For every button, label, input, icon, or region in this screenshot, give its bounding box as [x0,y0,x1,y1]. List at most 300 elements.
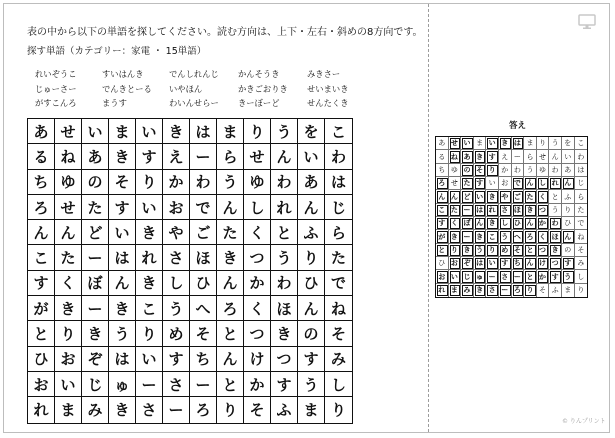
answer-cell: き [474,230,487,243]
answer-cell: ぞ [461,257,474,270]
grid-cell: り [298,245,325,270]
answer-cell: こ [575,137,588,150]
grid-cell: ん [298,296,325,321]
grid-cell: ふ [298,220,325,245]
word-item: かんそうき [238,69,280,79]
grid-cell: で [190,195,217,220]
grid-cell: お [55,347,82,372]
answer-cell: み [461,284,474,297]
answer-cell: し [537,177,550,190]
answer-cell: り [524,284,537,297]
grid-cell: そ [244,397,271,422]
grid-cell: つ [271,347,298,372]
grid-cell: こ [28,245,55,270]
answer-cell: ゅ [474,270,487,283]
answer-cell: ご [512,190,525,203]
grid-cell: や [163,220,190,245]
grid-cell: ぼ [82,271,109,296]
grid-cell: れ [271,195,298,220]
answer-cell: こ [486,230,499,243]
answer-cell: た [575,204,588,217]
word-item: かきごおりき [238,83,288,94]
answer-cell: か [537,217,550,230]
answer-cell: ど [461,190,474,203]
word-item: きーぼーど [238,98,280,108]
answer-cell: り [486,244,499,257]
answer-cell: き [474,284,487,297]
grid-cell: へ [190,296,217,321]
grid-cell: れ [136,245,163,270]
grid-cell: み [325,347,352,372]
grid-cell: ん [217,271,244,296]
word-item: れいぞうこ [35,69,77,79]
answer-cell: あ [461,150,474,163]
grid-cell: く [244,296,271,321]
word-item: でんしれんじ [169,69,219,79]
grid-cell: た [325,245,352,270]
answer-cell: し [499,217,512,230]
grid-cell: す [136,144,163,169]
grid-cell: ん [217,347,244,372]
grid-cell: ほ [271,296,298,321]
grid-cell: た [82,195,109,220]
grid-cell: る [28,144,55,169]
grid-cell: い [82,119,109,144]
grid-cell: お [28,372,55,397]
answer-cell: ふ [549,284,562,297]
answer-cell: く [449,217,462,230]
answer-cell: ー [486,270,499,283]
answer-cell: さ [499,270,512,283]
answer-cell: つ [537,244,550,257]
answer-cell: い [486,177,499,190]
answer-cell: せ [537,150,550,163]
grid-cell: か [163,170,190,195]
grid-cell: さ [163,245,190,270]
answer-cell: ー [461,230,474,243]
answer-cell: つ [537,204,550,217]
grid-cell: ー [82,245,109,270]
answer-cell: た [461,177,474,190]
word-item: みきさー [307,69,341,79]
grid-cell: ほ [190,245,217,270]
grid-cell: い [109,220,136,245]
grid-cell: す [298,347,325,372]
answer-cell: ん [436,190,449,203]
grid-cell: わ [190,170,217,195]
grid-cell: と [271,220,298,245]
grid-cell: ね [325,296,352,321]
grid-cell: ー [136,372,163,397]
grid-cell: ろ [217,296,244,321]
answer-cell: き [474,150,487,163]
answer-cell: を [562,137,575,150]
answer-cell: わ [549,217,562,230]
answer-cell: か [499,164,512,177]
answer-cell: ん [524,177,537,190]
grid-cell: ー [82,296,109,321]
answer-cell: り [449,244,462,257]
answer-cell: つ [549,257,562,270]
grid-cell: あ [82,144,109,169]
grid-cell: い [55,372,82,397]
answer-cell: え [499,150,512,163]
answer-cell: と [524,270,537,283]
answer-cell: ま [474,137,487,150]
grid-cell: き [109,397,136,422]
grid-cell: み [82,397,109,422]
grid-cell: か [244,271,271,296]
copyright-footer: © りんプリント [562,418,606,425]
answer-cell: う [474,244,487,257]
answer-cell: ま [562,284,575,297]
answer-cell: せ [449,137,462,150]
grid-cell: け [244,347,271,372]
answer-cell: す [562,257,575,270]
answer-cell: ー [461,204,474,217]
grid-cell: ゆ [244,170,271,195]
grid-cell: あ [298,170,325,195]
answer-cell: ん [524,257,537,270]
grid-cell: り [244,119,271,144]
answer-cell: う [499,230,512,243]
grid-cell: で [325,271,352,296]
grid-cell: り [217,397,244,422]
word-item: せんたくき [307,98,349,108]
grid-cell: ま [109,119,136,144]
answer-cell: み [575,257,588,270]
answer-cell: き [486,190,499,203]
answer-cell: わ [549,164,562,177]
grid-cell: い [136,347,163,372]
answer-cell: き [461,244,474,257]
grid-cell: ま [55,397,82,422]
grid-cell: れ [28,397,55,422]
answer-cell: と [436,244,449,257]
answer-cell: き [499,137,512,150]
answer-cell: き [486,217,499,230]
grid-cell: え [163,144,190,169]
answer-cell: あ [436,137,449,150]
grid-cell: く [55,271,82,296]
answer-cell: せ [449,177,462,190]
answer-cell: じ [575,177,588,190]
answer-cell: で [575,217,588,230]
grid-cell: わ [325,144,352,169]
answer-cell: ゆ [537,164,550,177]
grid-cell: た [217,220,244,245]
grid-cell: じ [325,195,352,220]
answer-cell: ぼ [461,217,474,230]
answer-cell: と [524,244,537,257]
grid-cell: き [109,144,136,169]
grid-cell: ね [55,144,82,169]
grid-cell: ぞ [82,347,109,372]
grid-cell: お [163,195,190,220]
word-item: せいまいき [307,83,349,94]
grid-cell: ん [109,271,136,296]
word-item: まうす [102,98,127,108]
answer-cell: そ [575,244,588,257]
answer-cell: は [474,257,487,270]
answer-cell: ん [562,177,575,190]
grid-cell: す [28,271,55,296]
grid-cell: う [109,321,136,346]
answer-cell: お [449,257,462,270]
answer-cell: い [562,150,575,163]
grid-cell: ん [298,195,325,220]
answer-cell: さ [499,204,512,217]
grid-cell: つ [244,321,271,346]
grid-cell: う [163,296,190,321]
answer-cell: さ [486,284,499,297]
answer-cell: そ [537,284,550,297]
grid-cell: う [298,372,325,397]
answer-cell: や [499,190,512,203]
grid-cell: と [217,372,244,397]
grid-cell: ど [82,220,109,245]
grid-cell: ふ [271,397,298,422]
grid-cell: こ [325,119,352,144]
grid-cell: ひ [298,271,325,296]
grid-cell: そ [190,321,217,346]
category-line: 探す単語（カテゴリー：家電 ・ 15単語） [27,46,207,57]
grid-cell: ゆ [55,170,82,195]
answer-cell: ん [474,217,487,230]
grid-cell: す [163,347,190,372]
grid-cell: き [217,245,244,270]
grid-cell: ら [325,220,352,245]
answer-cell: は [512,137,525,150]
grid-cell: い [136,195,163,220]
answer-cell: け [537,257,550,270]
grid-cell: き [55,296,82,321]
grid-cell: い [136,119,163,144]
answer-cell: か [537,270,550,283]
answer-cell: ん [549,150,562,163]
answer-cell: ん [524,217,537,230]
answer-cell: ろ [436,177,449,190]
grid-cell: わ [271,170,298,195]
answer-cell: ん [562,230,575,243]
answer-cell: ら [575,190,588,203]
grid-cell: ろ [28,195,55,220]
answer-cell: ね [449,150,462,163]
grid-cell: り [136,321,163,346]
answer-cell: す [474,177,487,190]
grid-cell: ゅ [109,372,136,397]
answer-cell: ほ [549,230,562,243]
answer-cell: ひ [562,217,575,230]
word-list [35,67,365,111]
grid-cell: し [163,271,190,296]
answer-cell: ー [499,284,512,297]
grid-cell: が [28,296,55,321]
grid-cell: は [109,347,136,372]
grid-cell: き [136,220,163,245]
answer-cell: ふ [562,190,575,203]
grid-cell: ん [28,220,55,245]
grid-cell: た [55,245,82,270]
answer-cell: と [549,190,562,203]
grid-cell: と [28,321,55,346]
answer-cell: こ [436,204,449,217]
word-item: いやほん [169,83,203,94]
puzzle-grid [27,118,353,424]
grid-cell: せ [55,195,82,220]
grid-cell: そ [109,170,136,195]
grid-cell: を [298,119,325,144]
word-item: でんきとーる [102,83,152,94]
grid-cell: い [298,144,325,169]
answer-cell: お [499,177,512,190]
answer-cell: ほ [512,204,525,217]
answer-cell: わ [512,164,525,177]
answer-cell: ゆ [449,164,462,177]
grid-cell: め [163,321,190,346]
grid-cell: う [271,119,298,144]
grid-cell: あ [28,119,55,144]
grid-cell: き [109,296,136,321]
cut-line-divider [428,4,429,432]
answer-cell: れ [486,204,499,217]
grid-cell: の [298,321,325,346]
answer-cell: が [436,230,449,243]
grid-cell: き [271,321,298,346]
grid-cell: す [109,195,136,220]
answer-cell: き [449,230,462,243]
grid-cell: さ [136,397,163,422]
answer-cell: す [486,150,499,163]
answer-cell: く [537,190,550,203]
grid-cell: ー [190,144,217,169]
word-item: わいんせらー [169,98,219,108]
answer-cell: う [549,137,562,150]
grid-cell: か [244,372,271,397]
answer-cell: く [537,230,550,243]
answer-cell: い [486,137,499,150]
answer-cell: ら [524,150,537,163]
grid-cell: ご [190,220,217,245]
grid-cell: ま [298,397,325,422]
instruction-text: 表の中から以下の単語を探してください。読む方向は、上下・左右・斜めの8方向です。 [27,27,423,38]
answer-cell: ひ [512,217,525,230]
grid-cell: わ [271,271,298,296]
answer-cell: ろ [524,230,537,243]
answer-cell: の [461,164,474,177]
answer-cell: た [524,190,537,203]
grid-cell: は [190,119,217,144]
grid-cell: り [330,401,346,420]
word-item: すいはんき [102,69,144,79]
answer-cell: れ [436,284,449,297]
answer-cell: り [486,164,499,177]
answer-cell: ー [512,150,525,163]
answer-cell: た [449,204,462,217]
grid-cell: ま [217,119,244,144]
answer-cell: る [436,150,449,163]
grid-cell: ろ [190,397,217,422]
answer-cell: ー [512,270,525,283]
answer-cell: は [474,204,487,217]
grid-cell: ら [217,144,244,169]
answer-cell: し [575,270,588,283]
word-item: がすこんろ [35,98,77,108]
grid-cell: う [217,170,244,195]
answer-cell: り [562,204,575,217]
answer-cell: ま [449,284,462,297]
answer-cell: そ [474,164,487,177]
answer-cell: き [524,204,537,217]
answer-cell: あ [562,164,575,177]
answer-cell: ね [575,230,588,243]
grid-cell: ー [163,397,190,422]
grid-cell: き [136,271,163,296]
grid-cell: ひ [28,347,55,372]
grid-cell: り [55,321,82,346]
grid-cell: り [136,170,163,195]
answer-cell: へ [512,230,525,243]
answer-cell: き [549,244,562,257]
grid-cell: は [325,170,352,195]
answer-cell: う [562,270,575,283]
answer-cell: で [512,177,525,190]
answer-cell: ん [449,190,462,203]
answer-cell: そ [512,244,525,257]
answer-cell: じ [461,270,474,283]
answer-cell: う [524,164,537,177]
answer-grid [435,136,588,298]
answer-cell: ま [524,137,537,150]
grid-cell: く [244,220,271,245]
grid-cell: し [244,195,271,220]
grid-cell: ん [217,195,244,220]
answer-cell: お [436,270,449,283]
grid-cell: ち [190,347,217,372]
answer-cell: り [537,137,550,150]
answer-cell: り [577,286,585,295]
answer-title: 答え [509,121,527,131]
grid-cell: せ [244,144,271,169]
answer-cell: い [474,190,487,203]
answer-cell: ち [512,257,525,270]
grid-cell: ん [55,220,82,245]
answer-cell: い [486,257,499,270]
grid-cell: ん [271,144,298,169]
word-item: じゅーさー [35,83,77,94]
answer-cell: す [436,217,449,230]
answer-cell: す [499,257,512,270]
answer-cell: わ [575,150,588,163]
answer-cell: め [499,244,512,257]
monitor-icon[interactable] [578,14,596,30]
answer-cell: ち [436,164,449,177]
answer-cell: す [549,270,562,283]
answer-cell: い [461,137,474,150]
answer-cell: れ [549,177,562,190]
answer-cell: は [575,164,588,177]
answer-cell: う [549,204,562,217]
grid-cell: ひ [190,271,217,296]
answer-cell: ろ [512,284,525,297]
grid-cell: す [271,372,298,397]
grid-cell: つ [244,245,271,270]
grid-cell: き [82,321,109,346]
grid-cell: そ [325,321,352,346]
grid-cell: き [163,119,190,144]
grid-cell: は [109,245,136,270]
grid-cell: と [217,321,244,346]
